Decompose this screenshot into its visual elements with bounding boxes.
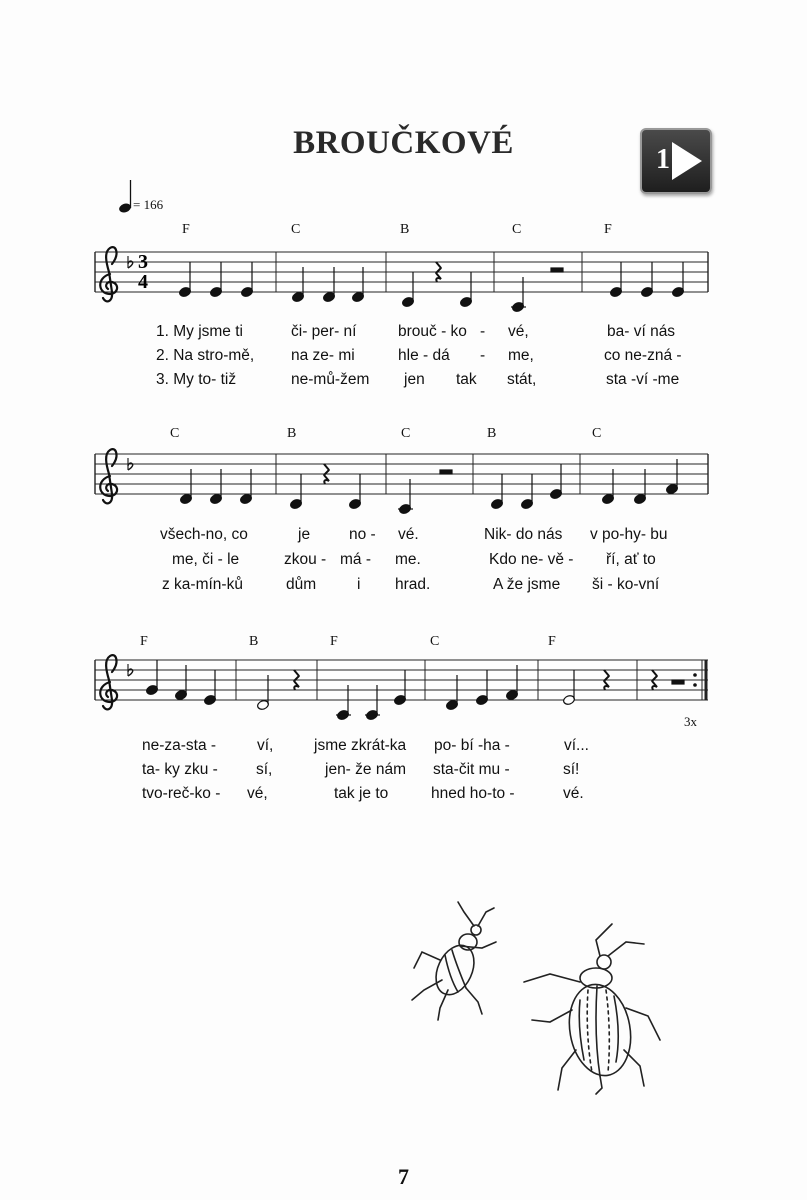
lyric-text: - [480,323,486,340]
lyric-text: vé, [247,785,268,802]
lyric-text: i [357,576,361,593]
lyric-text: je [298,526,311,543]
lyric-text: stát, [507,371,537,388]
lyric-text: me, či - le [172,551,240,568]
lyric-text: ne-mů-žem [291,371,370,388]
lyric-text: všech-no, co [160,526,248,543]
small-beetle-icon [412,902,496,1020]
large-beetle-icon [524,924,660,1094]
track-number: 1 [656,144,670,175]
chord-symbol: C [291,222,301,237]
time-signature-bottom: 4 [138,271,148,293]
lyric-text: tvo-reč-ko - [142,785,221,802]
lyric-text: z ka-mín-ků [162,576,243,593]
lyric-text: 3. My to- tiž [156,371,237,388]
lyric-text: 1. My jsme ti [156,323,243,340]
lyric-text: me. [395,551,421,568]
repeat-count: 3x [684,714,697,729]
lyric-text: zkou - [284,551,327,568]
lyric-text: vé, [508,323,529,340]
lyric-text: po- bí -ha - [434,737,510,754]
lyric-text: hle - dá [398,347,450,364]
chord-symbol: C [592,426,602,441]
chord-symbol: B [487,426,497,441]
beetle-illustration [400,890,680,1110]
chord-symbol: F [140,634,148,649]
lyric-text: dům [286,576,317,593]
lyric-text: ří, ať to [606,551,656,568]
lyric-text: sí! [563,761,580,778]
lyric-text: co ne-zná - [604,347,682,364]
lyric-text: A že jsme [493,576,561,593]
lyric-text: má - [340,551,371,568]
lyric-text: na ze- mi [291,347,355,364]
lyric-text: tak [456,371,477,388]
chord-symbol: F [604,222,612,237]
lyric-text: tak je to [334,785,389,802]
tempo-value: = 166 [133,197,164,212]
chord-symbol: B [287,426,297,441]
lyric-text: hrad. [395,576,431,593]
lyric-text: Kdo ne- vě - [489,551,574,568]
lyric-text: no - [349,526,376,543]
page-number: 7 [398,1164,409,1189]
treble-clef-icon [100,449,117,503]
chord-symbol: F [548,634,556,649]
lyric-text: hned ho-to - [431,785,515,802]
lyric-text: brouč - ko [398,323,467,340]
lyric-text: jen- že nám [325,761,406,778]
lyric-text: sta -ví -me [606,371,680,388]
treble-clef-icon [100,247,117,301]
lyric-text: sta-čit mu - [433,761,510,778]
lyric-text: ne-za-sta - [142,737,217,754]
lyric-text: ba- ví nás [607,323,676,340]
lyric-text: - [480,347,486,364]
treble-clef-icon [100,655,117,709]
lyric-text: či- per- ní [291,323,357,340]
song-title: BROUČKOVÉ [293,125,514,161]
lyric-text: ta- ky zku - [142,761,218,778]
chord-symbol: B [249,634,259,649]
lyric-text: Nik- do nás [484,526,563,543]
chord-symbol: C [401,426,411,441]
lyric-text: jsme zkrát-ka [314,737,407,754]
time-signature-top: 3 [138,251,148,273]
lyric-text: vé. [563,785,584,802]
chord-symbol: F [330,634,338,649]
chord-symbol: B [400,222,410,237]
lyric-text: sí, [256,761,273,778]
chord-symbol: C [170,426,180,441]
lyric-text: jen [404,371,425,388]
staff-system-2 [95,454,708,494]
lyric-text: 2. Na stro-mě, [156,347,255,364]
chord-symbol: C [430,634,440,649]
lyric-text: ví... [564,737,589,754]
lyric-text: vé. [398,526,419,543]
staff-system-1 [95,252,708,292]
lyric-text: me, [508,347,534,364]
lyric-text: v po-hy- bu [590,526,668,543]
lyric-text: ši - ko-vní [592,576,660,593]
chord-symbol: F [182,222,190,237]
chord-symbol: C [512,222,522,237]
lyric-text: ví, [257,737,274,754]
